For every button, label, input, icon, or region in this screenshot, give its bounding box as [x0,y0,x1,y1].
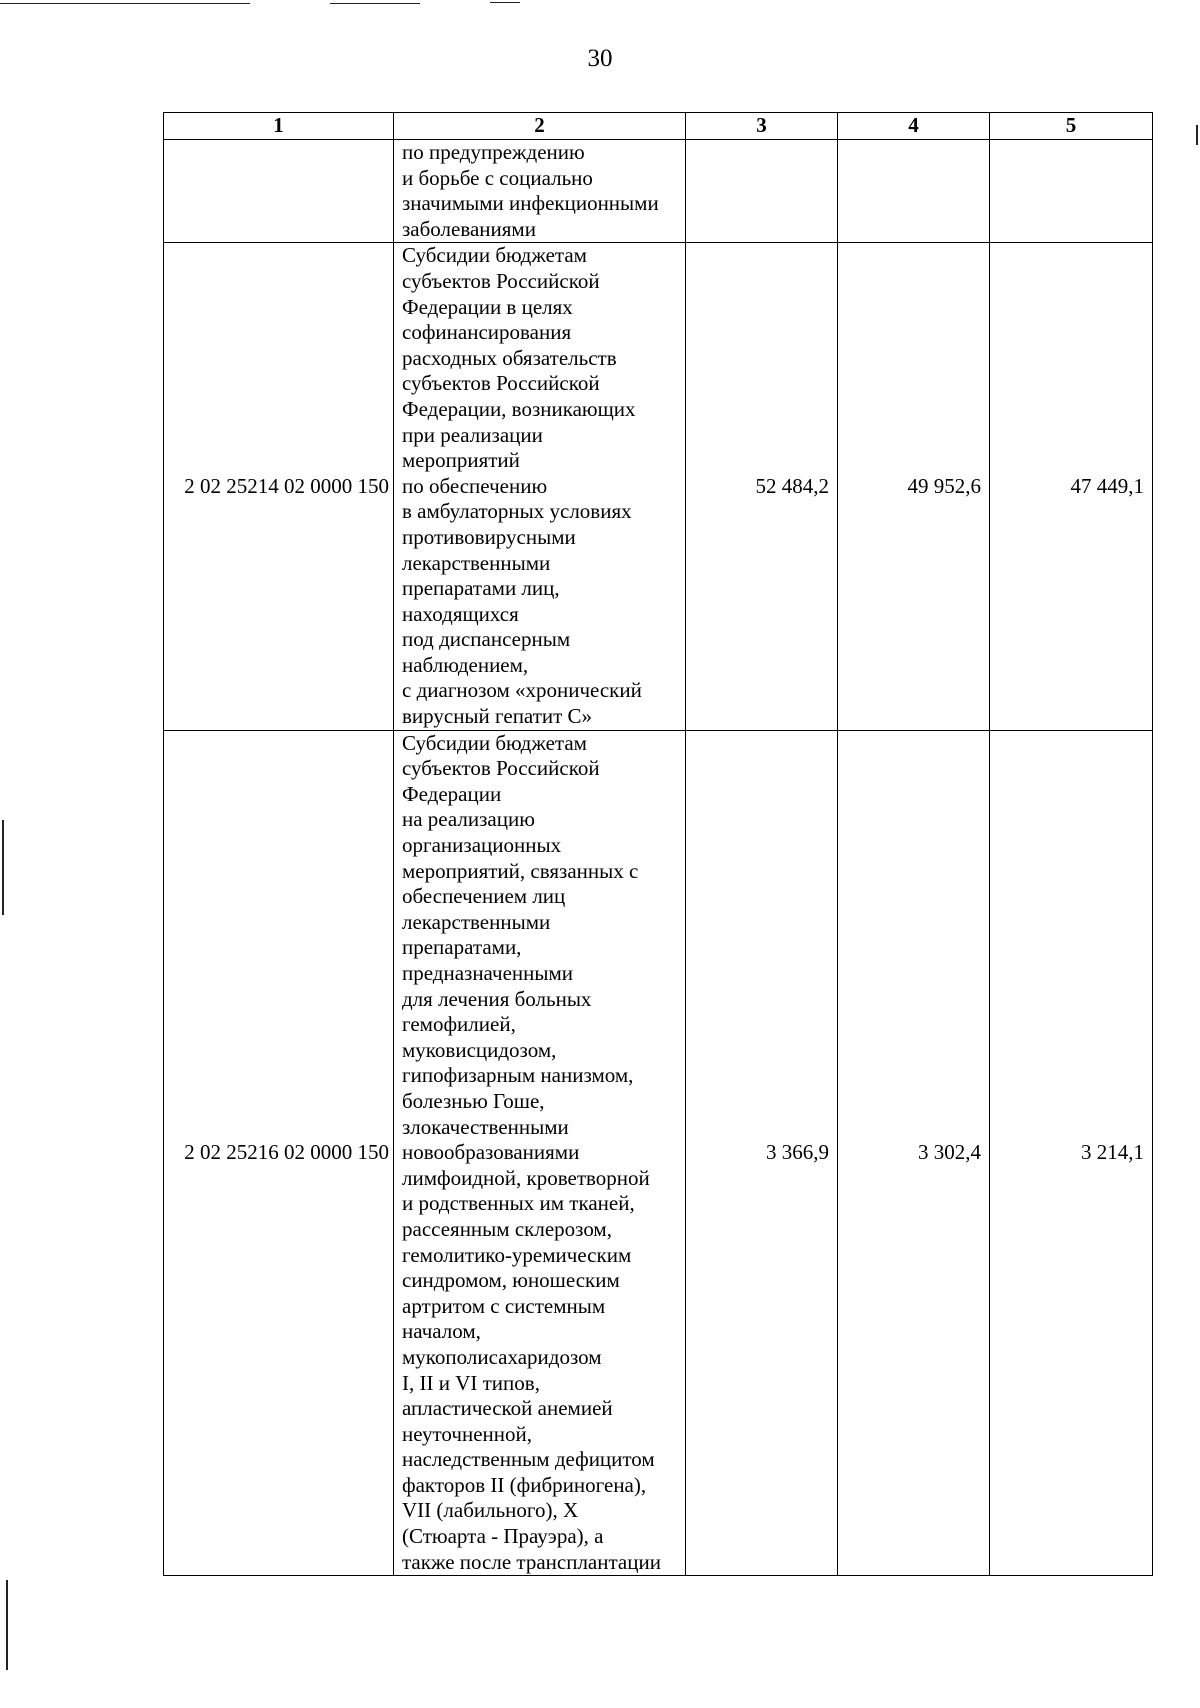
description-line: факторов II (фибриногена), [402,1472,647,1497]
budget-code-cell: 2 02 25214 02 0000 150 [164,243,394,730]
description-line: под диспансерным [402,627,571,652]
description-line: софинансирования [402,320,572,345]
description-line: субъектов Российской [402,371,600,396]
description-line: лекарственными [402,909,551,934]
description-line: I, II и VI типов, [402,1370,540,1395]
description-line: началом, [402,1319,481,1344]
description-line: наследственным дефицитом [402,1447,655,1472]
description-line: предназначенными [402,961,574,985]
description-line: при реализации [402,422,543,447]
description-line: мероприятий [402,448,520,473]
description-cell [394,243,686,730]
table-body [164,140,1153,1576]
description-line: заболеваниями [402,216,536,241]
scan-artifact-top-line-2 [330,3,420,4]
description-line: обеспечением лиц [402,884,566,909]
amount-cell-column-3: 3 366,9 [686,730,838,1576]
scan-artifact-top-line-3 [490,2,520,3]
column-header-3: 3 [686,113,838,140]
amount-cell-column-4 [838,140,990,243]
description-line: в амбулаторных условиях [402,499,632,524]
column-header-2: 2 [394,113,686,140]
scan-artifact-top-line [0,3,250,4]
description-line: препаратами лиц, [402,576,560,601]
description-line: синдромом, юношеским [402,1268,620,1293]
description-line: рассеянным склерозом, [402,1216,612,1241]
description-line: лекарственными [402,550,551,575]
table-header-row [164,113,1153,140]
description-line: наблюдением, [402,652,529,677]
description-line: лимфоидной, кроветворной [402,1165,650,1190]
description-line: вирусный гепатит С» [402,704,593,729]
description-line: Федерации в целях [402,294,573,319]
description-line: противовирусными [402,524,576,549]
column-header-5: 5 [990,113,1153,140]
description-line: субъектов Российской [402,268,600,293]
description-line: артритом с системным [402,1293,606,1318]
scan-artifact-left-bar [2,820,4,915]
budget-code-cell: 2 02 25216 02 0000 150 [164,730,394,1576]
amount-cell-column-5: 47 449,1 [990,243,1153,730]
amount-cell-column-4: 3 302,4 [838,730,990,1576]
description-line: для лечения больных [402,986,592,1011]
page-number: 30 [587,45,613,72]
description-line: препаратами, [402,935,522,960]
description-line: значимыми инфекционными [402,191,659,216]
budget-code-cell [164,140,394,243]
description-cell [394,140,686,243]
description-line: гемофилией, [402,1012,516,1037]
description-cell [394,730,686,1576]
column-header-1: 1 [164,113,394,140]
description-line: гипофизарным нанизмом, [402,1063,634,1088]
description-line: мероприятий, связанных с [402,858,639,883]
description-line: (Стюарта - Прауэра), а [402,1524,604,1549]
budget-table [163,112,1153,1576]
amount-cell-column-3 [686,140,838,243]
scan-artifact-left-bar-bottom [6,1580,8,1670]
description-line: неуточненной, [402,1421,532,1446]
description-line: мукополисахаридозом [402,1344,602,1369]
column-header-4: 4 [838,113,990,140]
description-line: на реализацию [402,807,535,832]
description-line: организационных [402,833,562,858]
description-line: Субсидии бюджетам [402,243,587,268]
scan-artifact-right-bar [1196,125,1198,145]
amount-cell-column-4: 49 952,6 [838,243,990,730]
description-line: расходных обязательств [402,345,617,370]
description-line: гемолитико-уремическим [402,1242,632,1267]
description-line: также после трансплантации [402,1549,661,1574]
description-line: и борьбе с социально [402,165,593,190]
description-line: болезнью Гоше, [402,1088,545,1113]
table-row [164,243,1153,730]
description-line: Федерации [402,781,502,806]
amount-cell-column-5 [990,140,1153,243]
table-row [164,730,1153,1576]
description-line: по обеспечению [402,473,548,498]
description-line: субъектов Российской [402,756,600,781]
description-line: Федерации, возникающих [402,396,636,421]
description-line: злокачественными [402,1114,569,1139]
table-row [164,140,1153,243]
amount-cell-column-5: 3 214,1 [990,730,1153,1576]
description-line: VII (лабильного), X [402,1498,579,1523]
budget-table-container [163,112,1152,1576]
description-line: муковисцидозом, [402,1037,557,1062]
description-line: Субсидии бюджетам [402,730,587,755]
description-line: находящихся [402,601,519,626]
description-line: апластической анемией [402,1396,613,1421]
amount-cell-column-3: 52 484,2 [686,243,838,730]
description-line: с диагнозом «хронический [402,678,642,703]
description-line: и родственных им тканей, [402,1191,635,1216]
description-line: новообразованиями [402,1140,580,1165]
description-line: по предупреждению [402,140,585,164]
